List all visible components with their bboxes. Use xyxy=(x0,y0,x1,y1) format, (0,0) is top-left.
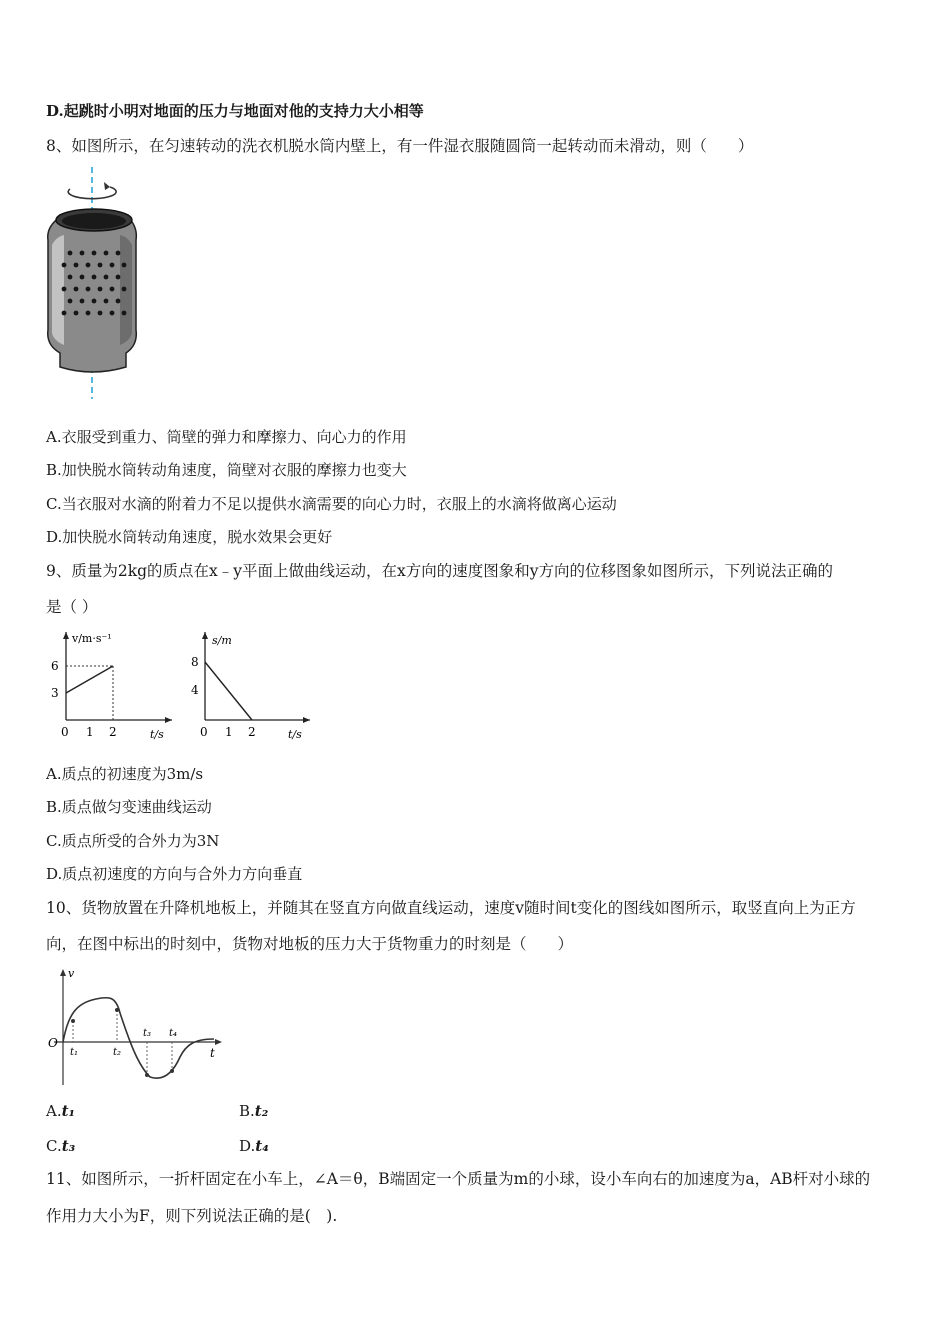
q10-stem-line2: 向，在图中标出的时刻中，货物对地板的压力大于货物重力的时刻是（ ） xyxy=(46,935,574,953)
q10-option-b-value: t₂ xyxy=(254,1102,269,1120)
s-ylabel: s/m xyxy=(212,634,232,647)
s-xtick-2: 2 xyxy=(248,725,256,739)
q10-vt-curve xyxy=(63,998,214,1079)
q8-option-b: B.加快脱水筒转动角速度，筒壁对衣服的摩擦力也变大 xyxy=(46,461,407,479)
v-series-line xyxy=(66,666,113,693)
v-xtick-0: 0 xyxy=(61,725,69,739)
s-xlabel: t/s xyxy=(288,728,302,740)
q10-option-c-value: t₃ xyxy=(61,1137,76,1155)
q10-option-b-letter: B. xyxy=(239,1102,255,1120)
q9-velocity-graph xyxy=(46,628,176,740)
q8-option-d: D.加快脱水筒转动角速度，脱水效果会更好 xyxy=(46,528,333,546)
q8-stem: 8、如图所示，在匀速转动的洗衣机脱水筒内壁上，有一件湿衣服随圆筒一起转动而未滑动，则（ ） xyxy=(46,137,754,155)
q9-option-d: D.质点初速度的方向与合外力方向垂直 xyxy=(46,865,303,883)
q11-stem-line1: 11、如图所示，一折杆固定在小车上，∠A＝θ，B端固定一个质量为m的小球，设小车向右的加速度为a，AB杆对小球的 xyxy=(46,1170,871,1188)
q9-option-a: A.质点的初速度为3m/s xyxy=(46,765,204,783)
q10-option-d-letter: D. xyxy=(239,1137,256,1155)
s-ytick-8: 8 xyxy=(191,655,199,669)
q10-option-d-value: t₄ xyxy=(255,1137,269,1155)
q10-mark-t3: t₃ xyxy=(143,1028,152,1039)
v-xlabel: t/s xyxy=(150,728,164,740)
s-ytick-4: 4 xyxy=(191,683,199,697)
spin-dryer-drum-figure xyxy=(40,165,150,401)
q10-option-a-value: t₁ xyxy=(61,1102,76,1120)
v-xtick-1: 1 xyxy=(86,725,94,739)
s-series-line xyxy=(205,662,252,720)
q8-option-c: C.当衣服对水滴的附着力不足以提供水滴需要的向心力时，衣服上的水滴将做离心运动 xyxy=(46,495,617,513)
q10-option-d xyxy=(239,1136,269,1156)
q10-axis-t: t xyxy=(210,1046,215,1060)
v-ytick-6: 6 xyxy=(51,659,59,673)
q10-option-a-letter: A. xyxy=(46,1102,62,1120)
q9-stem-line1: 9、质量为2kg的质点在x﹣y平面上做曲线运动，在x方向的速度图象和y方向的位移图象如图所示，下列说法正确的 xyxy=(46,562,834,580)
s-xtick-1: 1 xyxy=(225,725,233,739)
q11-stem-line2: 作用力大小为F，则下列说法正确的是( ). xyxy=(46,1207,338,1225)
q10-axis-v: v xyxy=(68,967,75,980)
s-xtick-0: 0 xyxy=(200,725,208,739)
q10-option-a xyxy=(46,1101,75,1121)
q9-option-c: C.质点所受的合外力为3N xyxy=(46,832,220,850)
q10-option-c-letter: C. xyxy=(46,1137,62,1155)
v-ytick-3: 3 xyxy=(51,686,59,700)
q10-mark-t1: t₁ xyxy=(70,1047,79,1058)
q9-option-b: B.质点做匀变速曲线运动 xyxy=(46,798,212,816)
q10-mark-t4: t₄ xyxy=(169,1028,178,1039)
q10-velocity-time-graph xyxy=(44,965,224,1089)
q9-displacement-graph xyxy=(188,628,318,740)
q9-stem-line2: 是（ ） xyxy=(46,598,98,616)
q10-option-c xyxy=(46,1136,75,1156)
q10-origin: O xyxy=(48,1036,58,1050)
q10-mark-t2: t₂ xyxy=(113,1047,122,1058)
q7-option-d: D.起跳时小明对地面的压力与地面对他的支持力大小相等 xyxy=(46,102,424,120)
v-xtick-2: 2 xyxy=(109,725,117,739)
q10-stem-line1: 10、货物放置在升降机地板上，并随其在竖直方向做直线运动，速度v随时间t变化的图线如图所示，取竖直向上为正方 xyxy=(46,899,856,917)
v-ylabel: v/m·s⁻¹ xyxy=(72,632,112,645)
q10-option-b xyxy=(239,1101,268,1121)
q8-option-a: A.衣服受到重力、筒壁的弹力和摩擦力、向心力的作用 xyxy=(46,428,407,446)
